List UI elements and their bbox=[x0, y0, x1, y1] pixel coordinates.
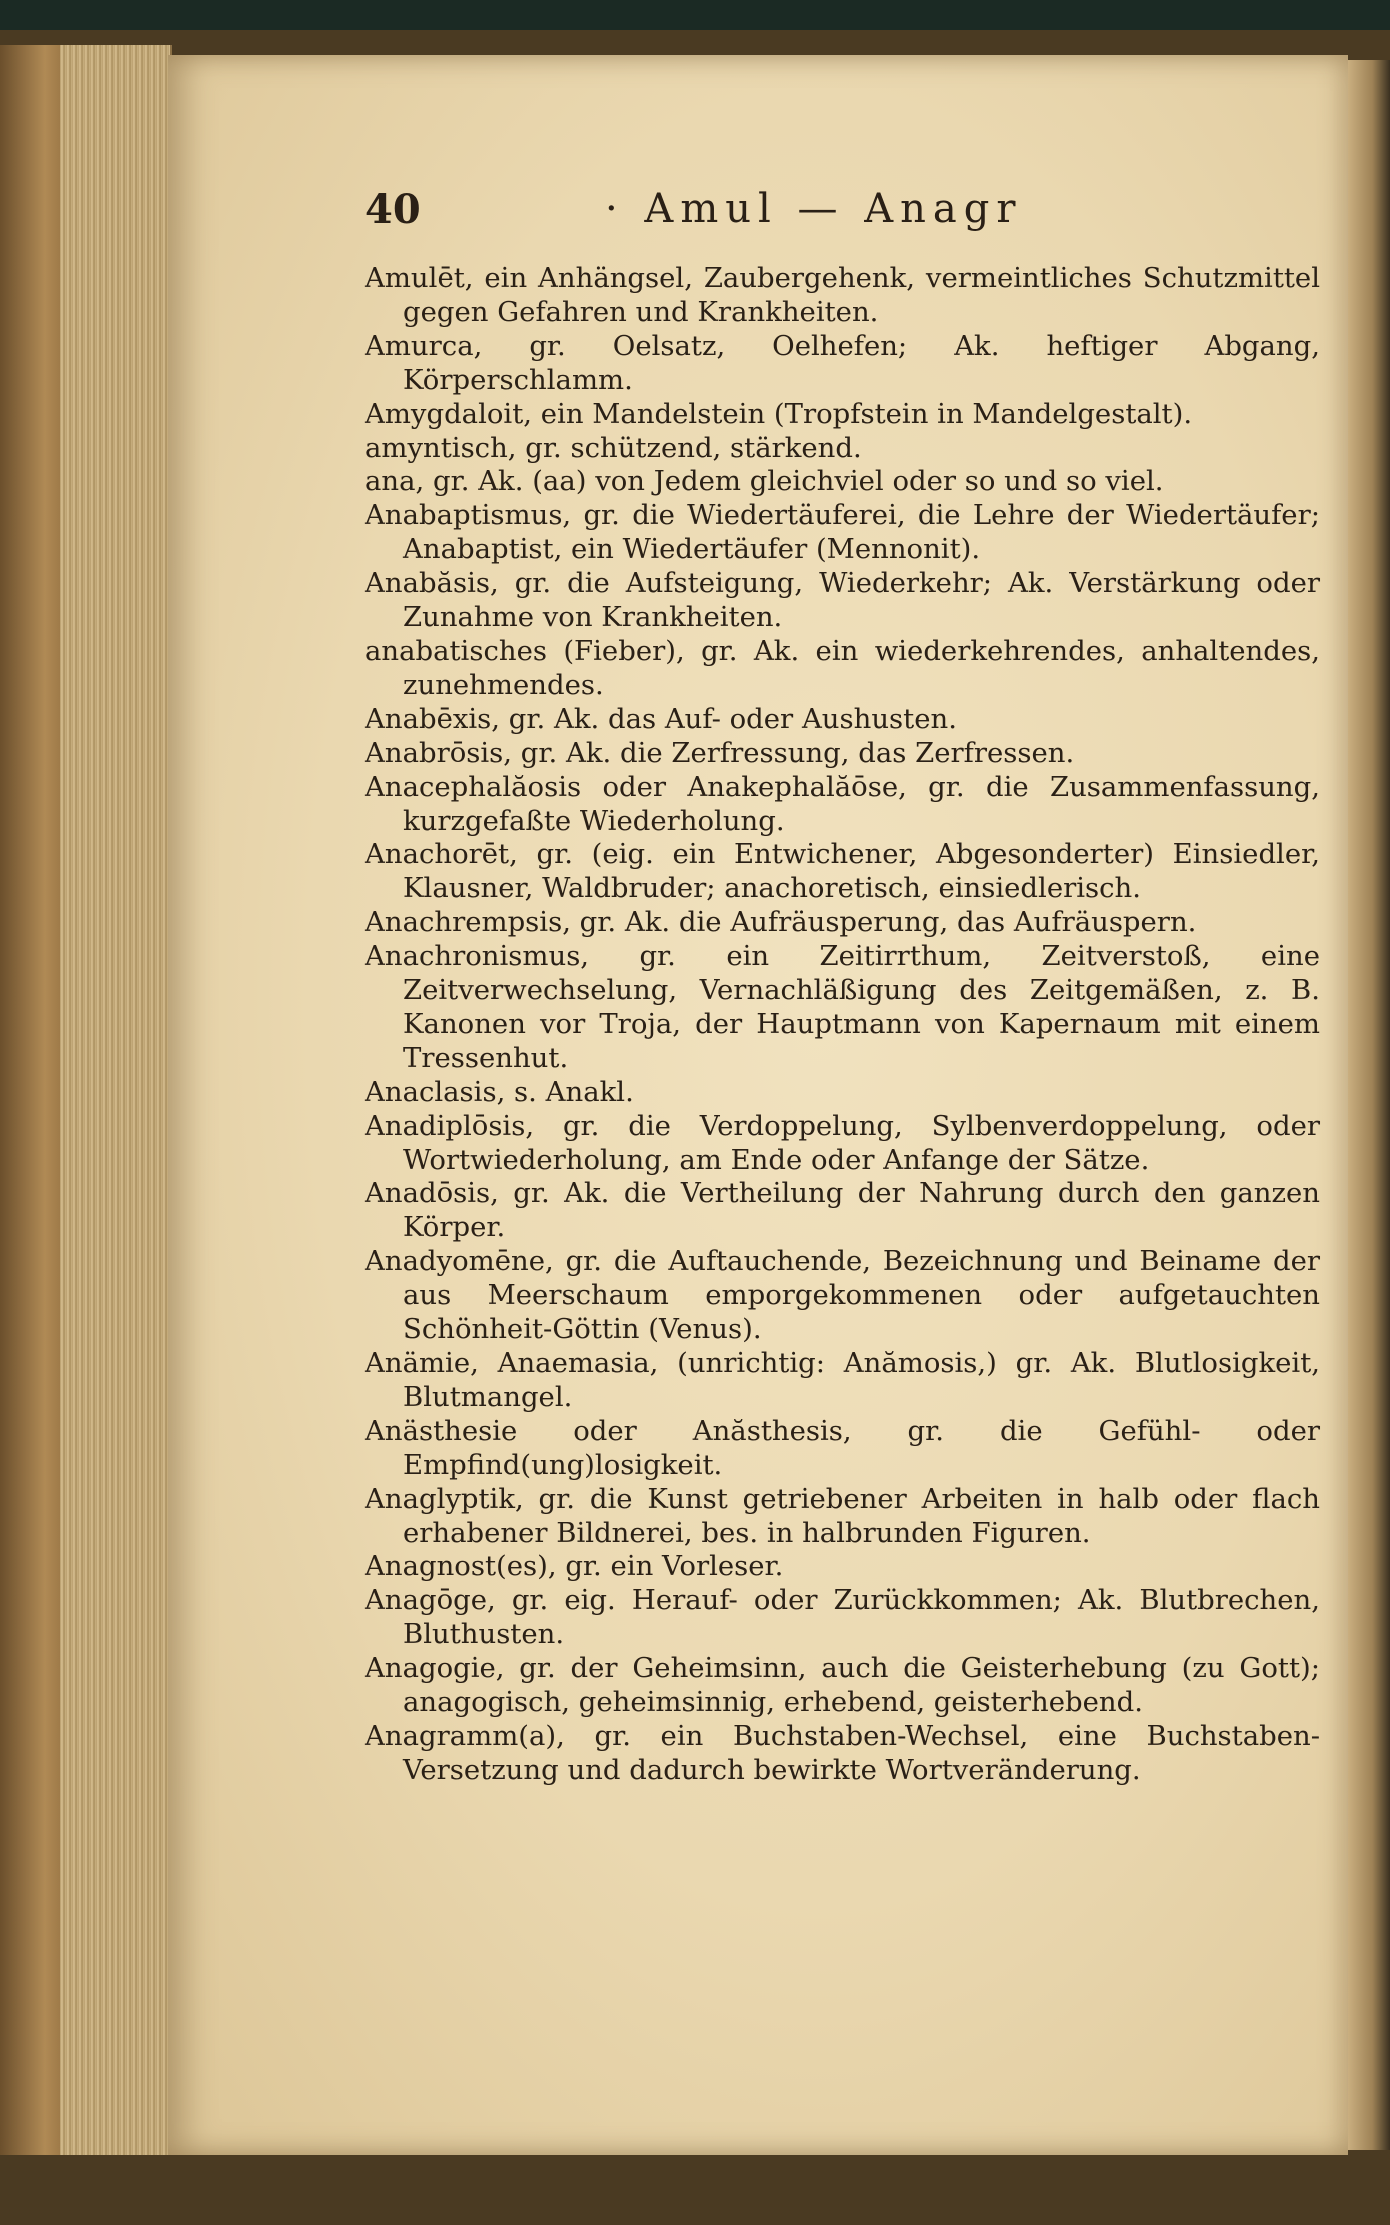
book-gutter-shadow bbox=[1346, 60, 1390, 2150]
entry-anaesthesie: Anästhesie oder Anăsthesis, gr. die Gefühl- oder Empfind(ung)losigkeit. bbox=[365, 1414, 1320, 1481]
entry-anagoge: Anagōge, gr. eig. Herauf- oder Zurückkommen; Ak. Blutbrechen, Bluthusten. bbox=[365, 1584, 1320, 1651]
entry-anadosis: Anadōsis, gr. Ak. die Vertheilung der Nahrung durch den ganzen Körper. bbox=[365, 1177, 1320, 1244]
entry-amygdaloit: Amygdaloit, ein Mandelstein (Tropfstein in Mandelgestalt). bbox=[365, 397, 1193, 430]
entry-anabatisches: anabatisches (Fieber), gr. Ak. ein wiederkehrendes, anhaltendes, zunehmendes. bbox=[365, 634, 1320, 701]
entry-amurca: Amurca, gr. Oelsatz, Oelhefen; Ak. heftiger Abgang, Körperschlamm. bbox=[365, 329, 1320, 396]
entry-anaemie: Anämie, Anaemasia, (unrichtig: Anămosis,) gr. Ak. Blutlosigkeit, Blutmangel. bbox=[365, 1347, 1320, 1413]
dictionary-entries bbox=[365, 262, 1320, 1788]
page-block-edges bbox=[60, 45, 172, 2155]
entry-anagramm: Anagramm(a), gr. ein Buchstaben-Wechsel, eine Buchstaben-Versetzung und dadurch bewirkte Wortveränderung. bbox=[365, 1719, 1320, 1786]
entry-anachronismus: Anachronismus, gr. ein Zeitirrthum, Zeitverstoß, eine Zeitverwechselung, Vernachläßigung des Zeitgemäßen, z. B. Kanonen vor Troja, der Hauptmann von Kapernaum mit einem Tressenhut. bbox=[365, 940, 1320, 1074]
entry-anaglyptik: Anaglyptik, gr. die Kunst getriebener Arbeiten in halb oder flach erhabener Bildnerei, bes. in halbrunden Figuren. bbox=[365, 1482, 1320, 1549]
entry-anadiplosis: Anadiplōsis, gr. die Verdoppelung, Sylbenverdoppelung, oder Wortwiederholung, am Ende oder Anfange der Sätze. bbox=[365, 1109, 1320, 1176]
entry-amulet: Amulēt, ein Anhängsel, Zaubergehenk, vermeintliches Schutzmittel gegen Gefahren und Krankheiten. bbox=[365, 262, 1320, 328]
entry-anagnost: Anagnost(es), gr. ein Vorleser. bbox=[365, 1550, 784, 1583]
running-head: · Amul — Anagr bbox=[605, 186, 1023, 232]
entry-anabexis: Anabēxis, gr. Ak. das Auf- oder Aushusten. bbox=[365, 702, 957, 735]
entry-anaclasis: Anaclasis, s. Anakl. bbox=[365, 1075, 634, 1108]
entry-anabaptismus: Anabaptismus, gr. die Wiedertäuferei, die Lehre der Wiedertäufer; Anabaptist, ein Wiedertäufer (Mennonit). bbox=[365, 499, 1320, 566]
entry-anacephalaeosis: Anacephalăosis oder Anakephalăōse, gr. die Zusammenfassung, kurzgefaßte Wiederholung. bbox=[365, 770, 1320, 837]
entry-anachrempsis: Anachrempsis, gr. Ak. die Aufräusperung, das Aufräuspern. bbox=[365, 906, 1197, 939]
entry-anabasis: Anabăsis, gr. die Aufsteigung, Wiederkehr; Ak. Verstärkung oder Zunahme von Krankheiten. bbox=[365, 567, 1320, 634]
page-number: 40 bbox=[365, 186, 421, 233]
page-header bbox=[365, 186, 1315, 242]
entry-ana: ana, gr. Ak. (aa) von Jedem gleichviel oder so und so viel. bbox=[365, 465, 1164, 498]
entry-anabrosis: Anabrōsis, gr. Ak. die Zerfressung, das Zerfressen. bbox=[365, 736, 1075, 769]
entry-amyntisch: amyntisch, gr. schützend, stärkend. bbox=[365, 431, 862, 464]
entry-anagogie: Anagogie, gr. der Geheimsinn, auch die Geisterhebung (zu Gott); anagogisch, geheimsinnig, erhebend, geisterhebend. bbox=[365, 1652, 1320, 1719]
entry-anadyomene: Anadyomēne, gr. die Auftauchende, Bezeichnung und Beiname der aus Meerschaum emporgekommenen oder aufgetauchten Schönheit-Göttin (Venus). bbox=[365, 1245, 1320, 1346]
entry-anachoret: Anachorēt, gr. (eig. ein Entwichener, Abgesonderter) Einsiedler, Klausner, Waldbruder; anachoretisch, einsiedlerisch. bbox=[365, 838, 1320, 905]
